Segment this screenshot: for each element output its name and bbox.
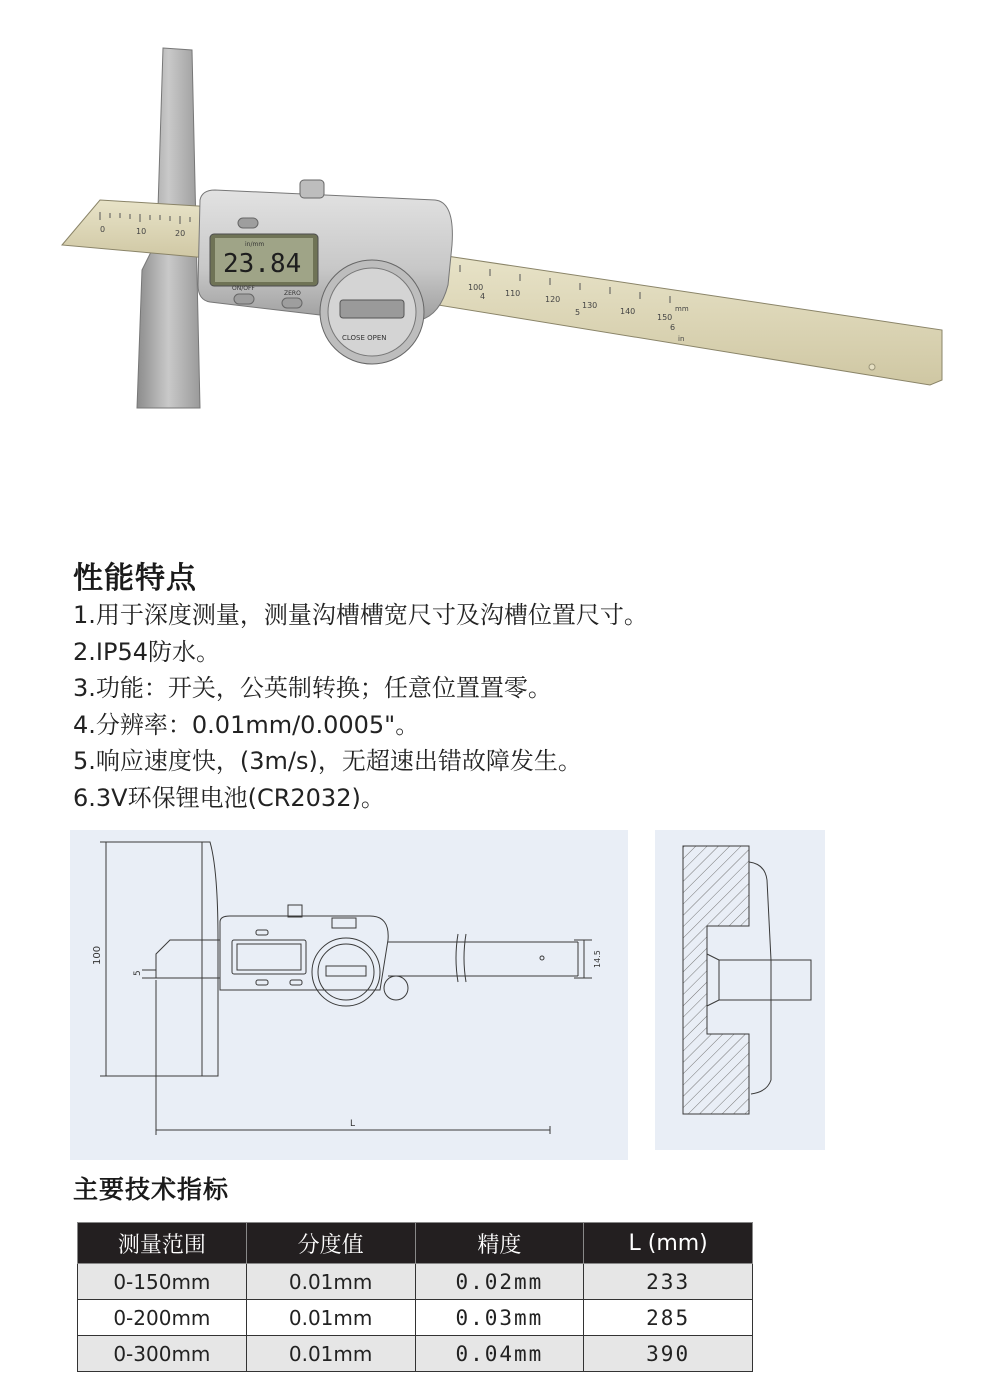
cell-range: 0-150mm	[78, 1264, 247, 1300]
cell-resolution: 0.01mm	[246, 1264, 415, 1300]
specs-header-row	[78, 1223, 753, 1264]
feature-item: 5.响应速度快，(3m/s)，无超速出错故障发生。	[73, 747, 582, 775]
lcd-reading: 23.84	[223, 249, 302, 279]
specs-table	[77, 1222, 753, 1372]
feature-item: 1.用于深度测量，测量沟槽槽宽尺寸及沟槽位置尺寸。	[73, 601, 648, 629]
header-range: 测量范围	[78, 1223, 247, 1264]
header-accuracy: 精度	[415, 1223, 584, 1264]
header-length: L (mm)	[584, 1223, 753, 1264]
power-button	[234, 294, 254, 304]
beam-unit-mm: mm	[675, 305, 689, 313]
beam-label-120: 120	[545, 295, 561, 304]
table-row	[78, 1336, 753, 1372]
cell-accuracy: 0.04mm	[415, 1336, 584, 1372]
specs-title: 主要技术指标	[73, 1175, 230, 1204]
feature-item: 4.分辨率：0.01mm/0.0005"。	[73, 710, 420, 739]
beam-inch-6: 6	[670, 323, 676, 332]
main-beam	[438, 255, 942, 385]
technical-drawing-front	[70, 830, 628, 1160]
technical-drawing-side	[655, 830, 825, 1150]
cell-accuracy: 0.02mm	[415, 1264, 584, 1300]
cell-resolution: 0.01mm	[246, 1300, 415, 1336]
depth-scale-label-20: 20	[175, 229, 186, 238]
beam-label-100: 100	[468, 283, 484, 292]
features-list	[73, 597, 648, 816]
cell-length: 233	[584, 1264, 753, 1300]
dim-beam: 14.5	[593, 950, 602, 968]
battery-cap-label: CLOSE OPEN	[342, 334, 387, 342]
cell-range: 0-200mm	[78, 1300, 247, 1336]
header-resolution: 分度值	[246, 1223, 415, 1264]
feature-item: 3.功能：开关，公英制转换；任意位置置零。	[73, 674, 552, 702]
beam-unit-in: in	[678, 335, 685, 343]
dim-height: 100	[92, 945, 103, 965]
table-row	[78, 1264, 753, 1300]
zero-button	[282, 298, 302, 308]
cell-resolution: 0.01mm	[246, 1336, 415, 1372]
feature-item: 2.IP54防水。	[73, 637, 220, 666]
depth-scale-label-10: 10	[136, 227, 147, 236]
zero-button-label: ZERO	[284, 290, 301, 297]
cell-length: 390	[584, 1336, 753, 1372]
table-row	[78, 1300, 753, 1336]
cell-length: 285	[584, 1300, 753, 1336]
beam-inch-4: 4	[480, 292, 486, 301]
product-photo	[60, 40, 960, 420]
beam-label-110: 110	[505, 289, 521, 298]
beam-label-130: 130	[582, 301, 598, 310]
beam-label-140: 140	[620, 307, 636, 316]
features-title: 性能特点	[73, 561, 197, 596]
depth-scale-label-0: 0	[100, 225, 106, 234]
beam-inch-5: 5	[575, 308, 581, 317]
feature-item: 6.3V环保锂电池(CR2032)。	[73, 783, 385, 812]
thumb-screw	[300, 180, 324, 198]
cell-range: 0-300mm	[78, 1336, 247, 1372]
cell-accuracy: 0.03mm	[415, 1300, 584, 1336]
unit-toggle-label: in/mm	[245, 241, 265, 248]
power-button-label: ON/OFF	[232, 285, 255, 292]
beam-label-150: 150	[657, 313, 673, 322]
dim-tip: 5	[133, 970, 143, 976]
unit-toggle-button	[238, 218, 258, 228]
dim-length: L	[350, 1119, 356, 1129]
